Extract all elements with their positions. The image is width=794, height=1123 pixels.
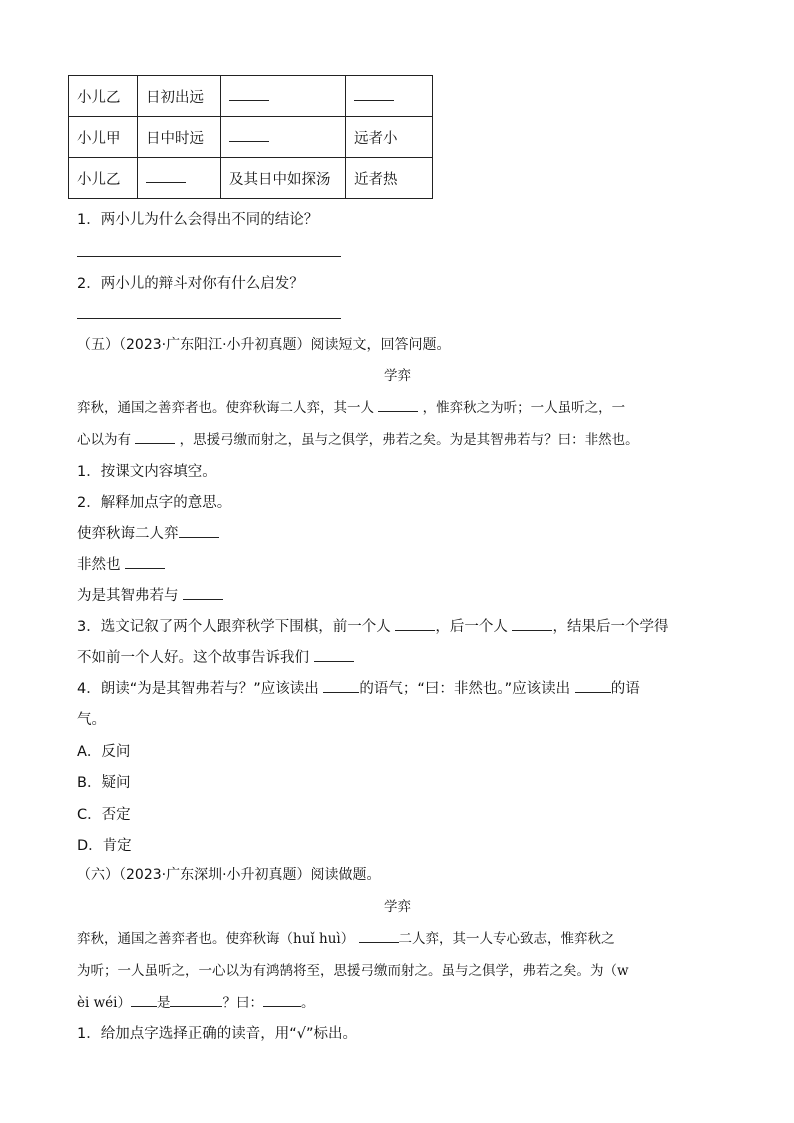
- fill-blank[interactable]: [131, 992, 157, 1007]
- section-header: （六）（2023·广东深圳·小升初真题）阅读做题。: [77, 867, 381, 883]
- table-cell-blank[interactable]: [221, 117, 346, 158]
- passage-title: 学弈: [384, 368, 411, 384]
- table-row: [69, 76, 433, 117]
- question-text: 3．选文记叙了两个人跟弈秋学下围棋，前一个人: [77, 619, 391, 635]
- question-text: 不如前一个人好。这个故事告诉我们: [77, 650, 309, 666]
- table-cell-blank[interactable]: [138, 158, 221, 199]
- question-2: 2．两小儿的辩斗对你有什么启发？: [77, 276, 304, 292]
- passage-text: 弈秋，通国之善弈者也。使弈秋诲二人弈，其一人: [77, 400, 374, 416]
- option-c[interactable]: C．否定: [77, 807, 131, 823]
- sub-question: [77, 553, 165, 574]
- sub-question: [77, 522, 219, 543]
- option-b[interactable]: B．疑问: [77, 775, 131, 791]
- option-a[interactable]: A．反问: [77, 744, 131, 760]
- fill-blank[interactable]: [314, 647, 354, 662]
- passage-line: [77, 396, 625, 416]
- fill-blank[interactable]: [183, 585, 223, 600]
- question-1: 1．两小儿为什么会得出不同的结论？: [77, 212, 319, 228]
- fill-blank[interactable]: [512, 616, 552, 631]
- passage-text: 。: [300, 995, 315, 1011]
- fill-blank[interactable]: [575, 678, 611, 693]
- fill-blank[interactable]: [179, 523, 219, 538]
- question-2: 2．解释加点字的意思。: [77, 495, 232, 511]
- table-cell: 小儿乙: [69, 76, 138, 117]
- fill-blank[interactable]: [359, 928, 399, 943]
- question-3-cont: [77, 646, 354, 667]
- comparison-table: [68, 75, 433, 199]
- passage-line: 为听；一人虽听之，一心以为有鸿鹄将至，思援弓缴而射之。虽与之俱学，弗若之矣。为（w: [77, 963, 629, 979]
- passage-line: [77, 428, 639, 448]
- passage-text: ？曰：: [222, 995, 263, 1011]
- table-cell: 日初出远: [138, 76, 221, 117]
- question-3: [77, 615, 668, 636]
- question-text: ，后一个人: [435, 619, 508, 635]
- passage-text: 弈秋，通国之善弈者也。使弈秋诲（huǐ huì）: [77, 931, 355, 947]
- section-header: （五）（2023·广东阳江·小升初真题）阅读短文，回答问题。: [77, 337, 451, 353]
- sub-question: [77, 584, 223, 605]
- passage-text: ，惟弈秋之为听；一人虽听之，一: [422, 400, 626, 416]
- table-row: [69, 158, 433, 199]
- table-row: [69, 117, 433, 158]
- passage-line: [77, 927, 615, 947]
- answer-line[interactable]: [77, 256, 341, 257]
- fill-blank[interactable]: [170, 992, 222, 1007]
- question-1: 1．给加点字选择正确的读音，用“√”标出。: [77, 1026, 357, 1042]
- passage-text: 是: [156, 995, 171, 1011]
- passage-text: ，思援弓缴而射之，虽与之俱学，弗若之矣。为是其智弗若与？曰：非然也。: [179, 432, 639, 448]
- fill-blank[interactable]: [378, 397, 418, 412]
- table-cell: 日中时远: [138, 117, 221, 158]
- sub-question-text: 为是其智弗若与: [77, 588, 179, 604]
- sub-question-text: 非然也: [77, 557, 121, 573]
- passage-text: 二人弈，其一人专心致志，惟弈秋之: [398, 931, 615, 947]
- fill-blank[interactable]: [125, 554, 165, 569]
- question-text: 4．朗读“为是其智弗若与？”应该读出: [77, 681, 319, 697]
- question-text: 的语气；“曰：非然也。”应该读出: [359, 681, 571, 697]
- answer-line[interactable]: [77, 318, 341, 319]
- fill-blank[interactable]: [395, 616, 435, 631]
- sub-question-text: 使弈秋诲二人弈: [77, 526, 179, 542]
- passage-title: 学弈: [384, 899, 411, 915]
- question-1: 1．按课文内容填空。: [77, 464, 217, 480]
- passage-text: èi wéi）: [77, 995, 131, 1011]
- question-text: 的语: [610, 681, 640, 697]
- fill-blank[interactable]: [323, 678, 359, 693]
- fill-blank[interactable]: [135, 429, 175, 444]
- fill-blank[interactable]: [263, 992, 301, 1007]
- table-cell: 远者小: [346, 117, 433, 158]
- question-4-cont: 气。: [77, 712, 106, 728]
- passage-text: 心以为有: [77, 432, 131, 448]
- passage-line: [77, 991, 314, 1011]
- option-d[interactable]: D．肯定: [77, 838, 132, 854]
- table-cell: 小儿乙: [69, 158, 138, 199]
- table-cell: 及其日中如探汤: [221, 158, 346, 199]
- table-cell-blank[interactable]: [221, 76, 346, 117]
- question-4: [77, 677, 640, 698]
- question-text: ，结果后一个学得: [552, 619, 669, 635]
- table-cell-blank[interactable]: [346, 76, 433, 117]
- table-cell: 近者热: [346, 158, 433, 199]
- table-cell: 小儿甲: [69, 117, 138, 158]
